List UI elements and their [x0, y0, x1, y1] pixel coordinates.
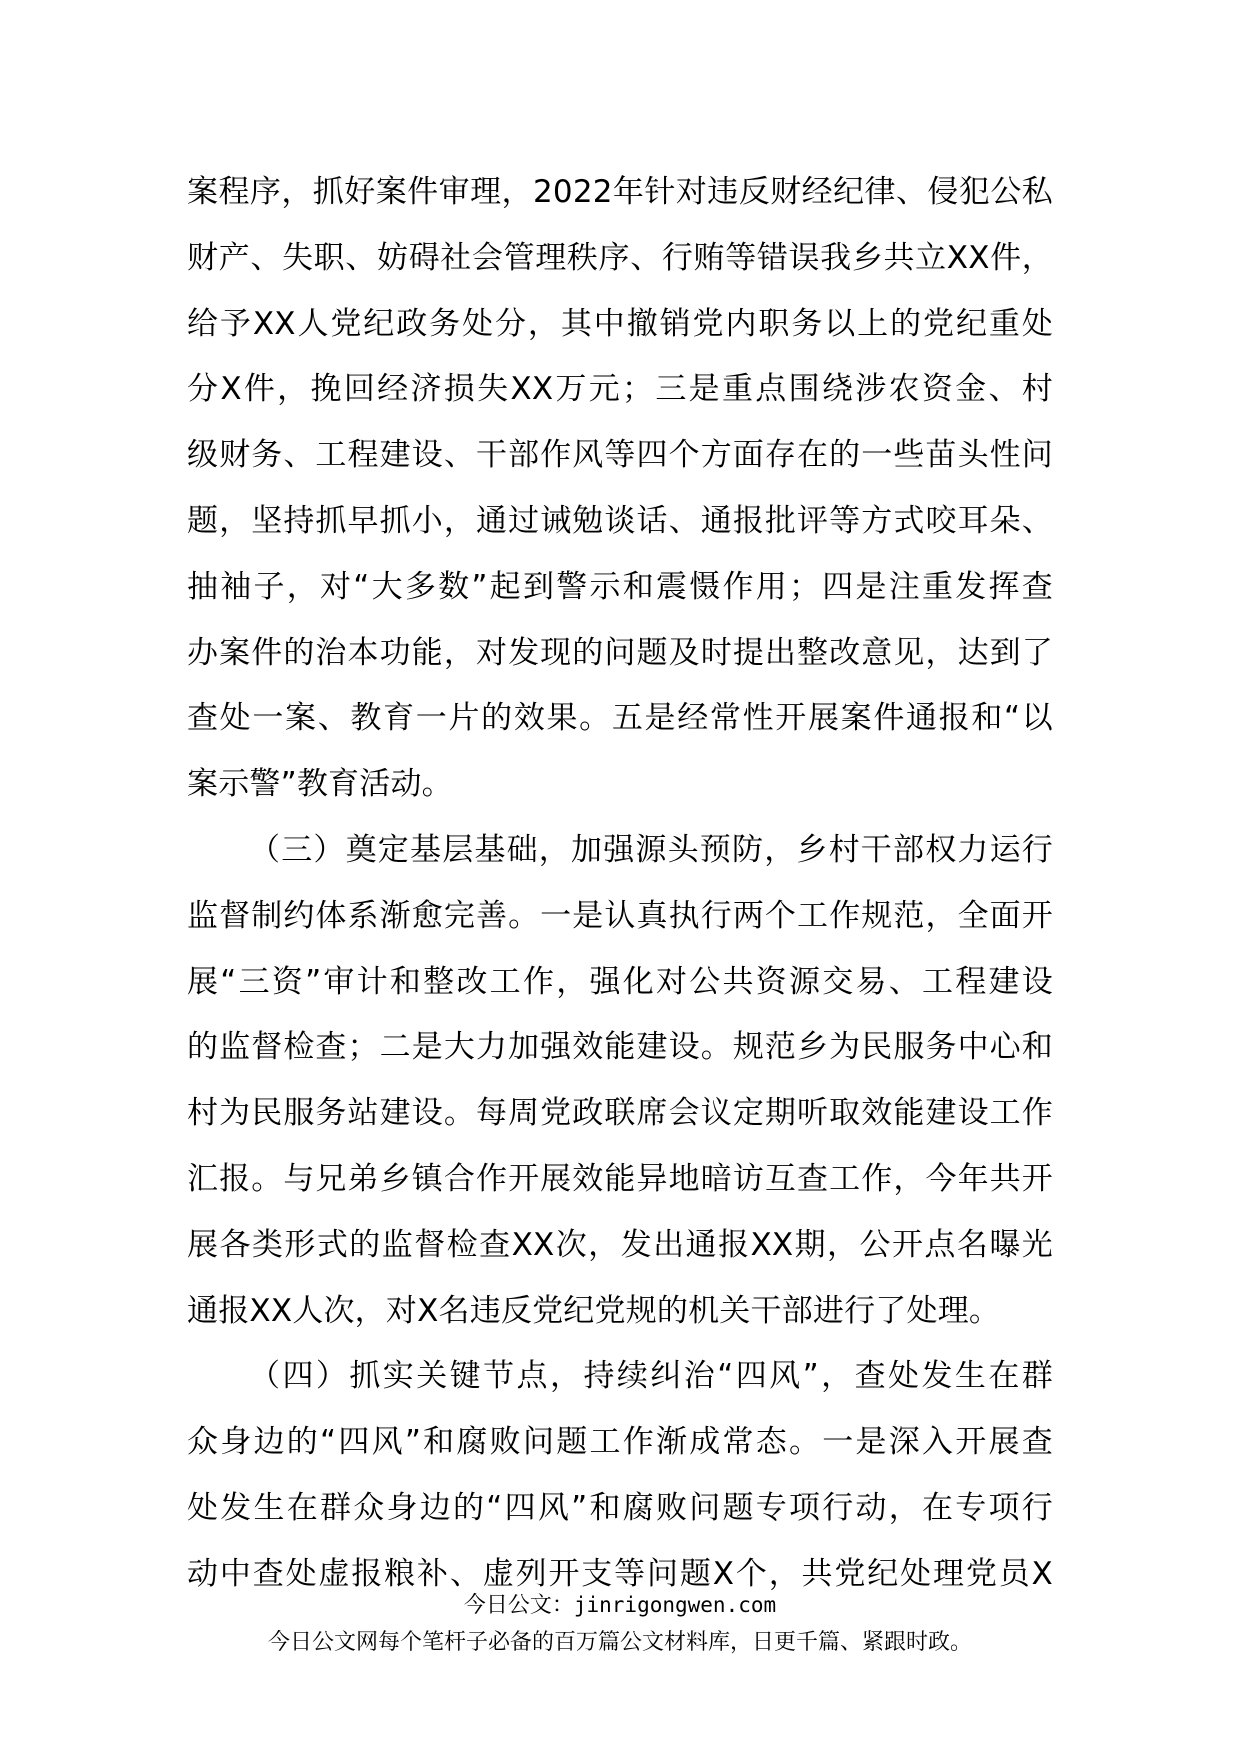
footer-source [0, 1590, 1240, 1621]
text-line: 展各类形式的监督检查XX次，发出通报XX期，公开点名曝光 [187, 1226, 1053, 1263]
footer-slogan: 今日公文网每个笔杆子必备的百万篇公文材料库，日更千篇、紧跟时政。 [267, 1630, 972, 1655]
text-line: 分X件，挽回经济损失XX万元；三是重点围绕涉农资金、村 [187, 371, 1053, 408]
text-line: 给予XX人党纪政务处分，其中撤销党内职务以上的党纪重处 [187, 305, 1053, 342]
text-line: （四）抓实关键节点，持续纠治“四风”，查处发生在群 [249, 1358, 1053, 1395]
text-line: （三）奠定基层基础，加强源头预防，乡村干部权力运行 [249, 831, 1053, 868]
text-line: 通报XX人次，对X名违反党纪党规的机关干部进行了处理。 [187, 1292, 1001, 1329]
document-body [187, 160, 1053, 1608]
text-line: 案示警”教育活动。 [187, 766, 453, 803]
text-line: 级财务、工程建设、干部作风等四个方面存在的一些苗头性问 [187, 437, 1053, 474]
text-line: 抽袖子，对“大多数”起到警示和震慑作用；四是注重发挥查 [187, 568, 1053, 605]
text-line: 财产、失职、妨碍社会管理秩序、行贿等错误我乡共立XX件， [187, 239, 1053, 276]
text-line: 处发生在群众身边的“四风”和腐败问题专项行动，在专项行 [187, 1489, 1053, 1526]
text-line: 题，坚持抓早抓小，通过诫勉谈话、通报批评等方式咬耳朵、 [187, 502, 1053, 539]
text-line: 的监督检查；二是大力加强效能建设。规范乡为民服务中心和 [187, 1029, 1053, 1066]
text-line: 监督制约体系渐愈完善。一是认真执行两个工作规范，全面开 [187, 897, 1053, 934]
text-line: 汇报。与兄弟乡镇合作开展效能异地暗访互查工作，今年共开 [187, 1160, 1053, 1197]
text-line: 众身边的“四风”和腐败问题工作渐成常态。一是深入开展查 [187, 1424, 1053, 1461]
text-line: 办案件的治本功能，对发现的问题及时提出整改意见，达到了 [187, 634, 1053, 671]
footer-source-label: 今日公文： [463, 1593, 574, 1618]
footer-source-link[interactable]: jinrigongwen.com [573, 1593, 777, 1617]
text-line: 展“三资”审计和整改工作，强化对公共资源交易、工程建设 [187, 963, 1053, 1000]
text-line: 村为民服务站建设。每周党政联席会议定期听取效能建设工作 [187, 1095, 1053, 1132]
text-line: 查处一案、教育一片的效果。五是经常性开展案件通报和“以 [187, 700, 1053, 737]
text-line: 案程序，抓好案件审理，2022年针对违反财经纪律、侵犯公私 [187, 174, 1053, 210]
text-line: 动中查处虚报粮补、虚列开支等问题X个，共党纪处理党员X [187, 1555, 1053, 1592]
